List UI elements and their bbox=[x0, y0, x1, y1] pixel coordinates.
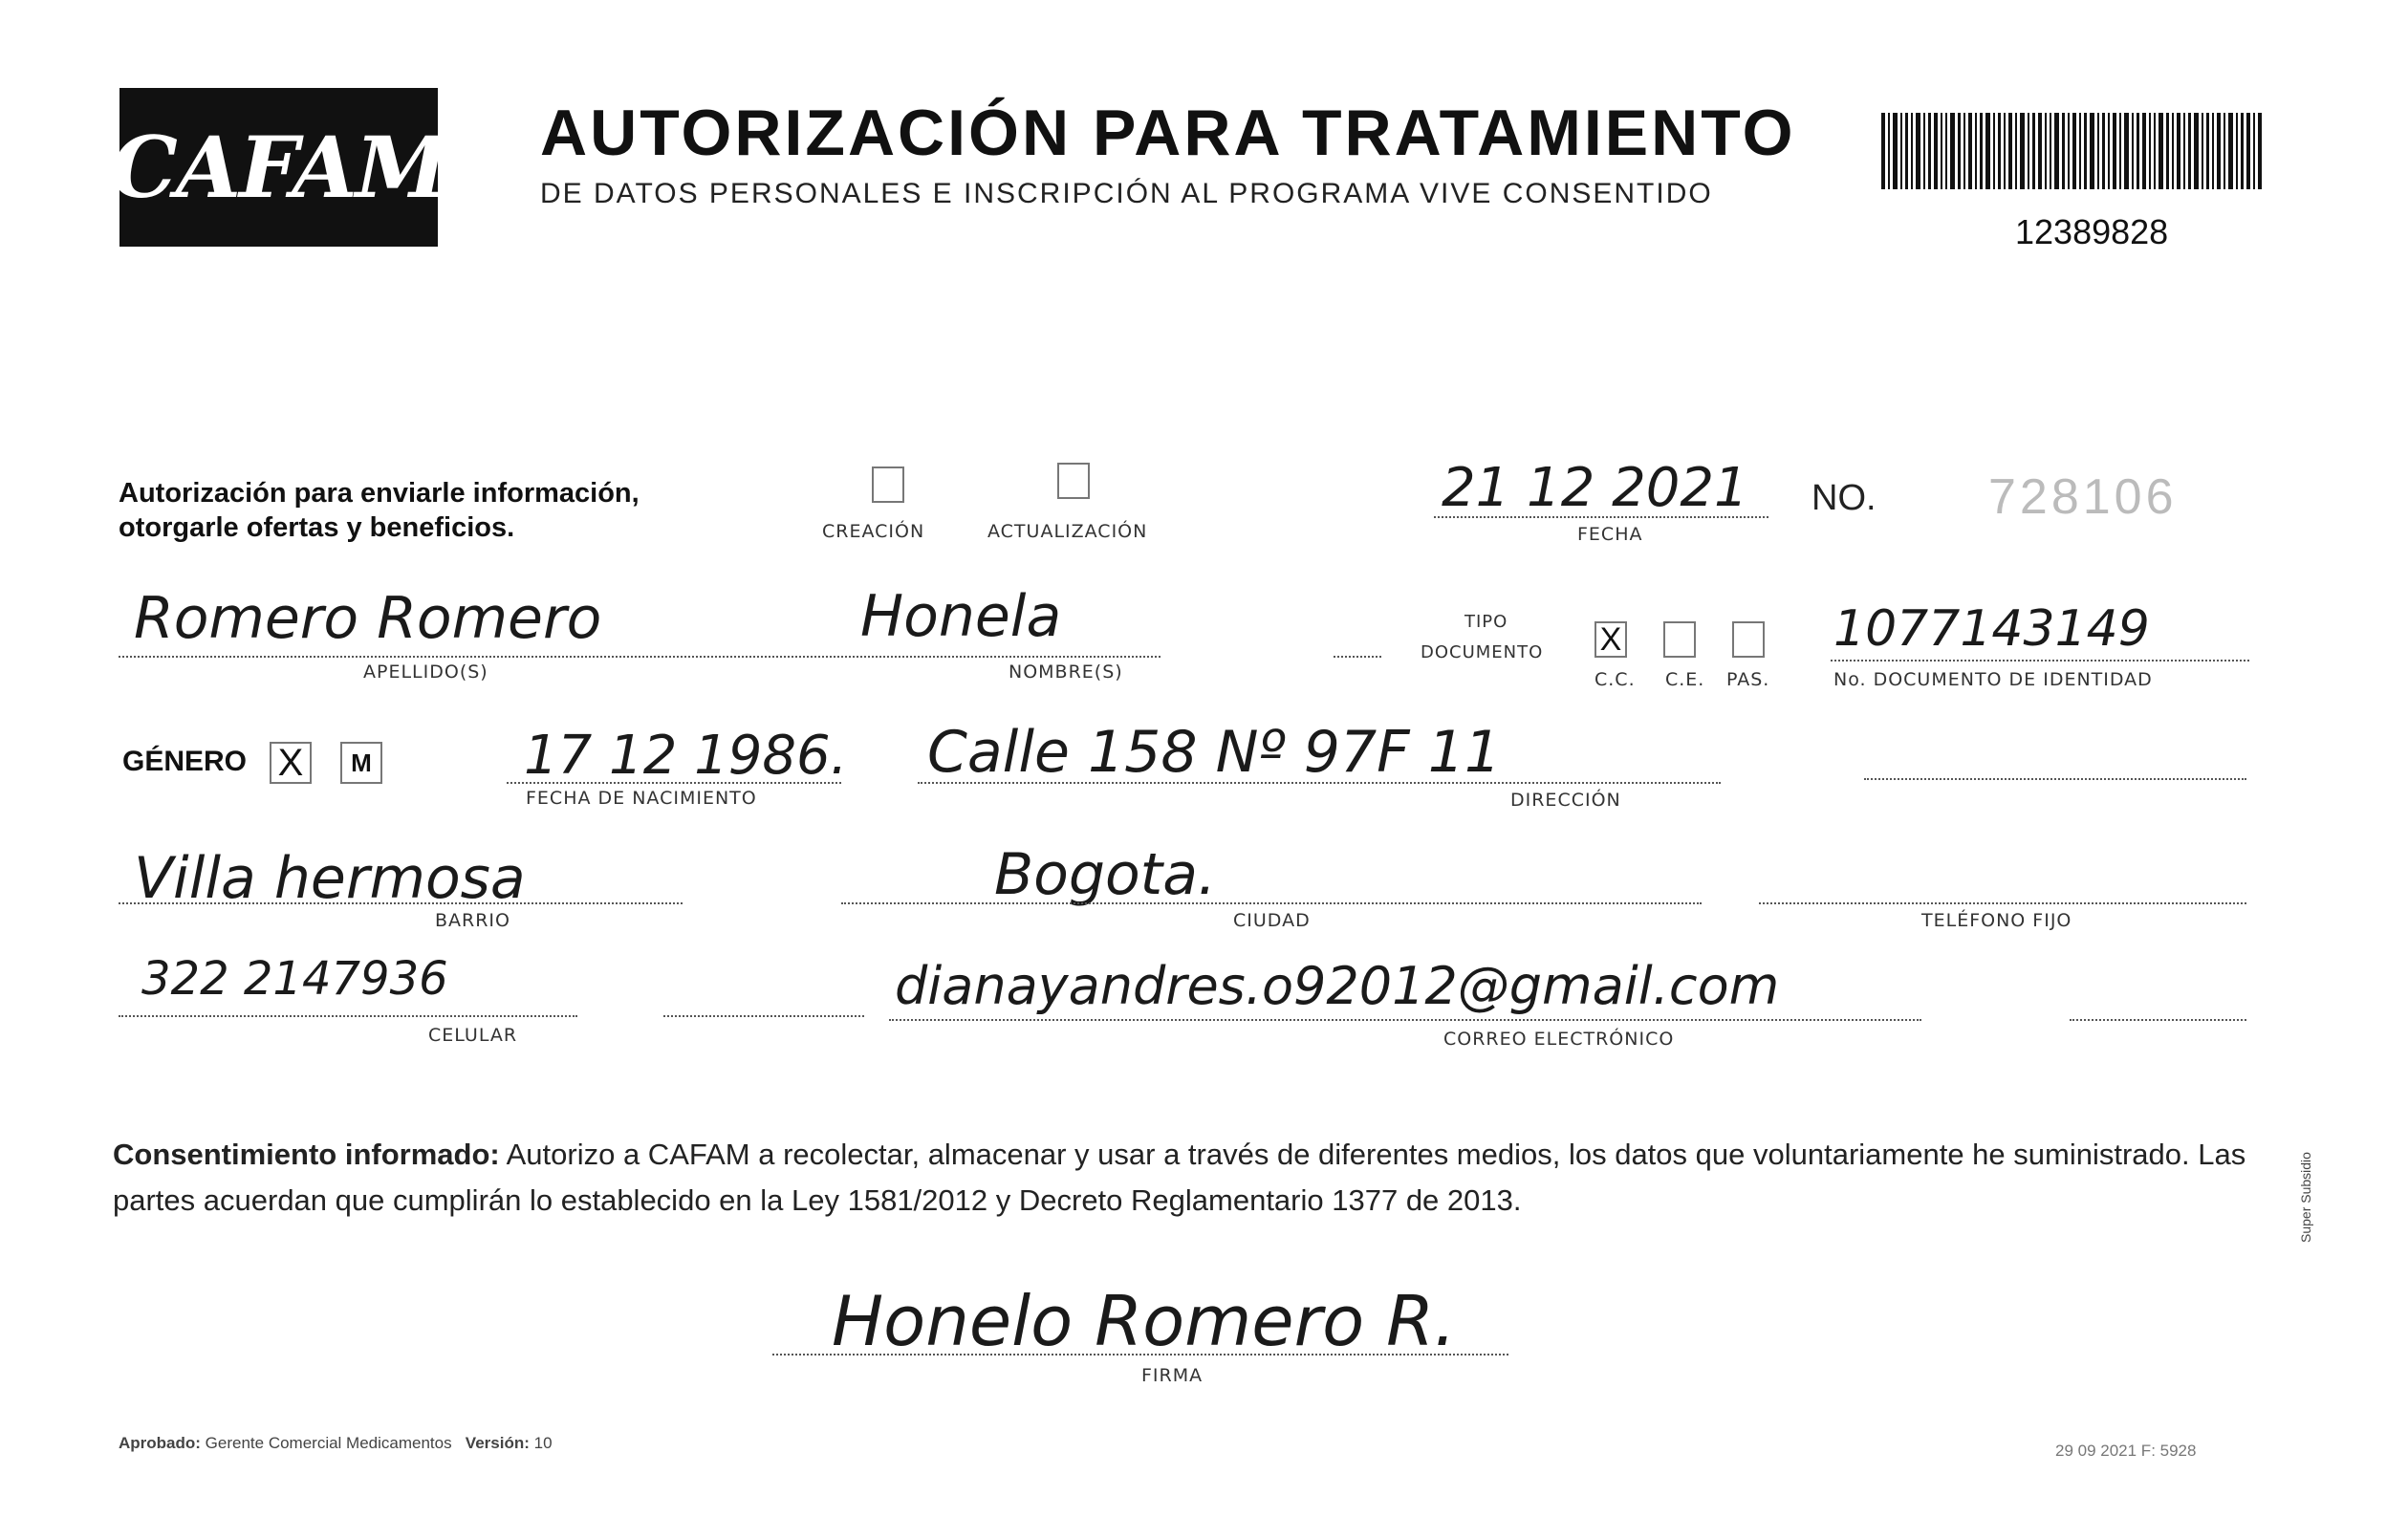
intro-line-1: Autorización para enviarle información, bbox=[119, 478, 640, 509]
telefono-line bbox=[1759, 902, 2246, 904]
ciudad-label: CIUDAD bbox=[1233, 910, 1311, 931]
direccion-label: DIRECCIÓN bbox=[1510, 790, 1621, 811]
documento-numero-value[interactable]: 1077143149 bbox=[1833, 600, 2150, 658]
barrio-label: BARRIO bbox=[435, 910, 510, 931]
cc-checkbox[interactable]: X bbox=[1594, 621, 1627, 658]
numero-label: NO. bbox=[1811, 478, 1877, 518]
barrio-value[interactable]: Villa hermosa bbox=[134, 845, 526, 912]
celular-value[interactable]: 322 2147936 bbox=[141, 952, 448, 1006]
nombres-value[interactable]: Honela bbox=[860, 583, 1062, 650]
barcode-number: 12389828 bbox=[2015, 212, 2169, 251]
celular-label: CELULAR bbox=[428, 1025, 518, 1046]
barcode bbox=[1881, 113, 2264, 189]
consent-lead: Consentimiento informado: bbox=[113, 1138, 500, 1171]
actualizacion-checkbox[interactable] bbox=[1057, 463, 1090, 499]
genero-f-checkbox[interactable]: X bbox=[270, 742, 312, 784]
direccion-line bbox=[918, 782, 1721, 784]
nacimiento-label: FECHA DE NACIMIENTO bbox=[526, 788, 757, 809]
intro-line-2: otorgarle ofertas y beneficios. bbox=[119, 512, 515, 543]
correo-extra-line bbox=[2070, 1019, 2246, 1021]
version-label: Versión: bbox=[465, 1434, 530, 1452]
footer-date-code: 29 09 2021 F: 5928 bbox=[2055, 1442, 2197, 1460]
cafam-logo: CAFAM bbox=[119, 88, 438, 247]
genero-label: GÉNERO bbox=[122, 746, 248, 777]
form-title: AUTORIZACIÓN PARA TRATAMIENTO bbox=[540, 97, 1796, 169]
documento-label: DOCUMENTO bbox=[1421, 642, 1544, 662]
firma-label: FIRMA bbox=[1141, 1365, 1204, 1386]
apellidos-value[interactable]: Romero Romero bbox=[134, 585, 602, 652]
aprobado-label: Aprobado: bbox=[119, 1434, 201, 1452]
nacimiento-value[interactable]: 17 12 1986. bbox=[524, 725, 848, 787]
apellidos-label: APELLIDO(S) bbox=[363, 662, 488, 683]
pas-label: PAS. bbox=[1726, 669, 1770, 690]
numero-value: 728106 bbox=[1988, 469, 2178, 525]
pas-checkbox[interactable] bbox=[1732, 621, 1765, 658]
side-brand-text: Super Subsidio bbox=[2298, 1152, 2313, 1243]
consent-text: Autorizo a CAFAM a recolectar, almacenar y usar a través de diferentes medios, los datos que voluntariamente he suministrado. Las partes acuerdan que cumplirán lo establecido en la Ley 1581/2012 y Decreto Reglamentario 1377 de 2013. bbox=[113, 1138, 2246, 1217]
intro-text bbox=[119, 476, 640, 545]
ce-checkbox[interactable] bbox=[1663, 621, 1696, 658]
version-value: 10 bbox=[533, 1434, 553, 1452]
apellidos-line bbox=[119, 656, 1161, 658]
firma-line bbox=[772, 1354, 1508, 1356]
ciudad-value[interactable]: Bogota. bbox=[994, 841, 1217, 908]
actualizacion-label: ACTUALIZACIÓN bbox=[987, 521, 1148, 542]
fecha-line bbox=[1434, 516, 1768, 518]
correo-value[interactable]: dianayandres.o92012@gmail.com bbox=[895, 956, 1780, 1016]
barrio-line bbox=[119, 902, 683, 904]
creacion-label: CREACIÓN bbox=[822, 521, 925, 542]
consent-paragraph bbox=[113, 1132, 2254, 1224]
footer-aprobado bbox=[119, 1434, 553, 1453]
fecha-label: FECHA bbox=[1577, 524, 1643, 545]
form-subtitle: DE DATOS PERSONALES E INSCRIPCIÓN AL PROGRAMA VIVE CONSENTIDO bbox=[540, 178, 1713, 209]
fecha-value[interactable]: 21 12 2021 bbox=[1442, 457, 1748, 519]
correo-line bbox=[889, 1019, 1921, 1021]
nombres-label: NOMBRE(S) bbox=[1009, 662, 1123, 683]
nacimiento-line bbox=[507, 782, 841, 784]
direccion-value[interactable]: Calle 158 Nº 97F 11 bbox=[927, 719, 1502, 786]
correo-prefix-line bbox=[663, 1015, 864, 1017]
celular-line bbox=[119, 1015, 577, 1017]
aprobado-value: Gerente Comercial Medicamentos bbox=[205, 1434, 452, 1452]
ciudad-line bbox=[841, 902, 1702, 904]
genero-m-checkbox[interactable]: M bbox=[340, 742, 382, 784]
creacion-checkbox[interactable] bbox=[872, 466, 904, 503]
ce-label: C.E. bbox=[1665, 669, 1705, 690]
correo-label: CORREO ELECTRÓNICO bbox=[1443, 1029, 1675, 1050]
firma-value[interactable]: Honelo Romero R. bbox=[832, 1281, 1457, 1361]
documento-line bbox=[1831, 660, 2249, 662]
tipo-label: TIPO bbox=[1464, 612, 1508, 632]
telefono-label: TELÉFONO FIJO bbox=[1921, 910, 2072, 931]
direccion-extra-line bbox=[1864, 778, 2246, 780]
cc-label: C.C. bbox=[1594, 669, 1636, 690]
tipo-prefix-line bbox=[1334, 656, 1381, 658]
documento-numero-label: No. DOCUMENTO DE IDENTIDAD bbox=[1833, 669, 2153, 690]
